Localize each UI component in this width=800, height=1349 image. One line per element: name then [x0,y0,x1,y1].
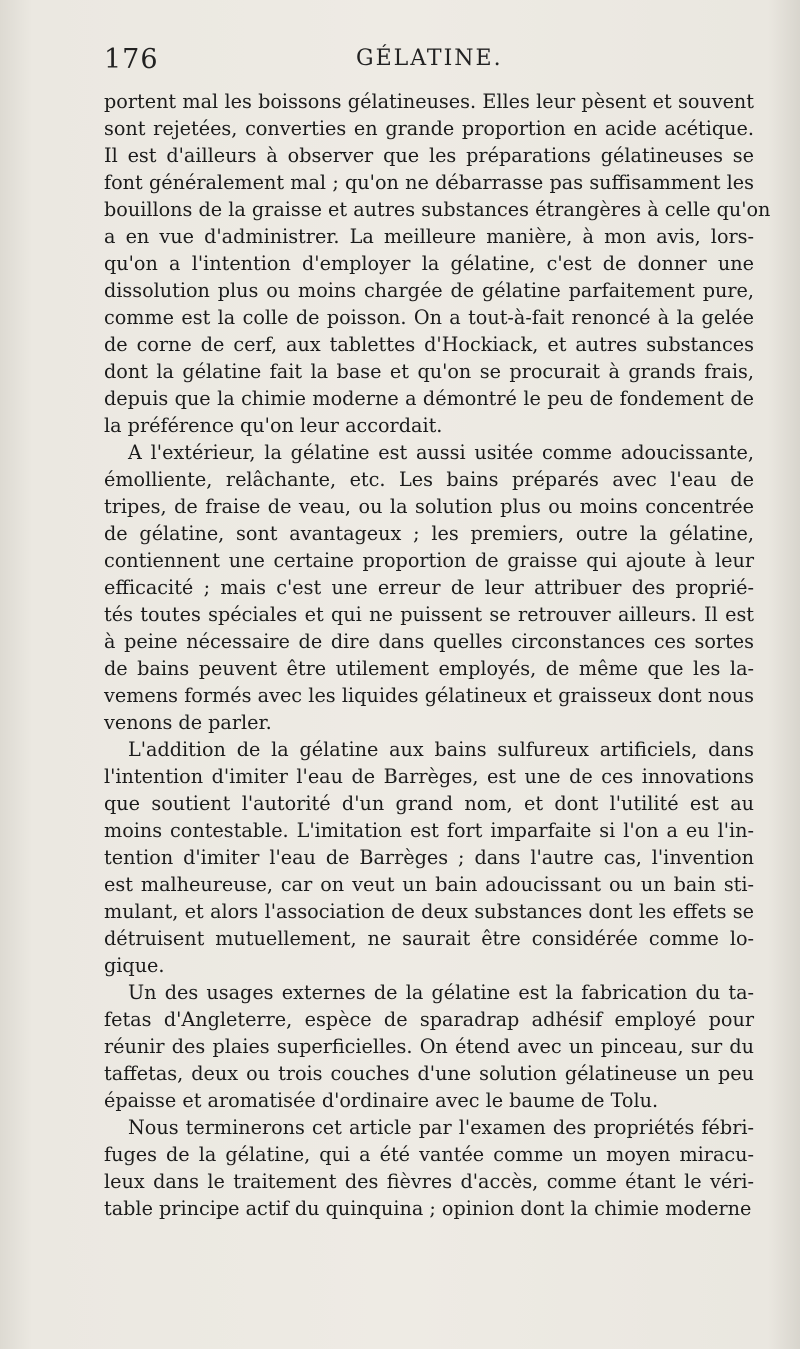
text-line: tripes, de fraise de veau, ou la solution plus ou moins concentrée [104,495,754,518]
text-line: la préférence qu'on leur accordait. [104,414,443,437]
text-line: l'intention d'imiter l'eau de Barrèges, est une de ces innovations [104,765,754,788]
text-line: dont la gélatine fait la base et qu'on se procurait à grands frais, [104,360,754,383]
body-text [104,88,771,1222]
text-line: taffetas, deux ou trois couches d'une solution gélatineuse un peu [104,1062,754,1085]
paragraph [104,736,754,979]
text-line: gique. [104,954,165,977]
text-line: épaisse et aromatisée d'ordinaire avec le baume de Tolu. [104,1089,659,1112]
text-line: bouillons de la graisse et autres substances étrangères à celle qu'on [104,198,771,221]
text-line: est malheureuse, car on veut un bain adoucissant ou un bain sti- [104,873,754,896]
text-line: table principe actif du quinquina ; opinion dont la chimie moderne [104,1197,752,1220]
text-line: sont rejetées, converties en grande proportion en acide acétique. [104,117,754,140]
page-number: 176 [104,44,159,75]
text-line: Un des usages externes de la gélatine est la fabrication du ta- [128,981,754,1004]
paragraph [104,88,771,439]
text-line: comme est la colle de poisson. On a tout-à-fait renoncé à la gelée [104,306,754,329]
text-line: L'addition de la gélatine aux bains sulfureux artificiels, dans [128,738,754,761]
paragraph [104,439,754,736]
text-line: tention d'imiter l'eau de Barrèges ; dans l'autre cas, l'invention [104,846,754,869]
text-line: fetas d'Angleterre, espèce de sparadrap adhésif employé pour [104,1008,754,1031]
text-line: dissolution plus ou moins chargée de gélatine parfaitement pure, [104,279,754,302]
text-line: Il est d'ailleurs à observer que les préparations gélatineuses se [104,144,754,167]
text-line: réunir des plaies superficielles. On étend avec un pinceau, sur du [104,1035,754,1058]
page-header [104,44,754,84]
text-line: efficacité ; mais c'est une erreur de leur attribuer des proprié- [104,576,754,599]
paragraph [104,979,754,1114]
text-line: tés toutes spéciales et qui ne puissent se retrouver ailleurs. Il est [104,603,754,626]
text-line: Nous terminerons cet article par l'examen des propriétés fébri- [128,1116,754,1139]
text-line: de bains peuvent être utilement employés, de même que les la- [104,657,754,680]
text-line: leux dans le traitement des fièvres d'accès, comme étant le véri- [104,1170,754,1193]
text-line: vemens formés avec les liquides gélatineux et graisseux dont nous [104,684,754,707]
text-line: contiennent une certaine proportion de graisse qui ajoute à leur [104,549,754,572]
text-line: qu'on a l'intention d'employer la gélatine, c'est de donner une [104,252,754,275]
text-line: que soutient l'autorité d'un grand nom, et dont l'utilité est au [104,792,754,815]
text-line: A l'extérieur, la gélatine est aussi usitée comme adoucissante, [128,441,754,464]
text-line: venons de parler. [104,711,272,734]
text-line: mulant, et alors l'association de deux substances dont les effets se [104,900,754,923]
text-line: fuges de la gélatine, qui a été vantée comme un moyen miracu- [104,1143,754,1166]
text-line: émolliente, relâchante, etc. Les bains préparés avec l'eau de [104,468,754,491]
paragraph [104,1114,754,1222]
text-line: détruisent mutuellement, ne saurait être considérée comme lo- [104,927,754,950]
text-line: à peine nécessaire de dire dans quelles circonstances ces sortes [104,630,754,653]
text-line: moins contestable. L'imitation est fort imparfaite si l'on a eu l'in- [104,819,754,842]
text-line: de corne de cerf, aux tablettes d'Hockiack, et autres substances [104,333,754,356]
text-line: font généralement mal ; qu'on ne débarrasse pas suffisamment les [104,171,754,194]
text-line: portent mal les boissons gélatineuses. Elles leur pèsent et souvent [104,90,754,113]
running-head: GÉLATINE. [356,46,503,71]
text-line: depuis que la chimie moderne a démontré le peu de fondement de [104,387,754,410]
text-line: de gélatine, sont avantageux ; les premiers, outre la gélatine, [104,522,754,545]
text-line: a en vue d'administrer. La meilleure manière, à mon avis, lors- [104,225,754,248]
